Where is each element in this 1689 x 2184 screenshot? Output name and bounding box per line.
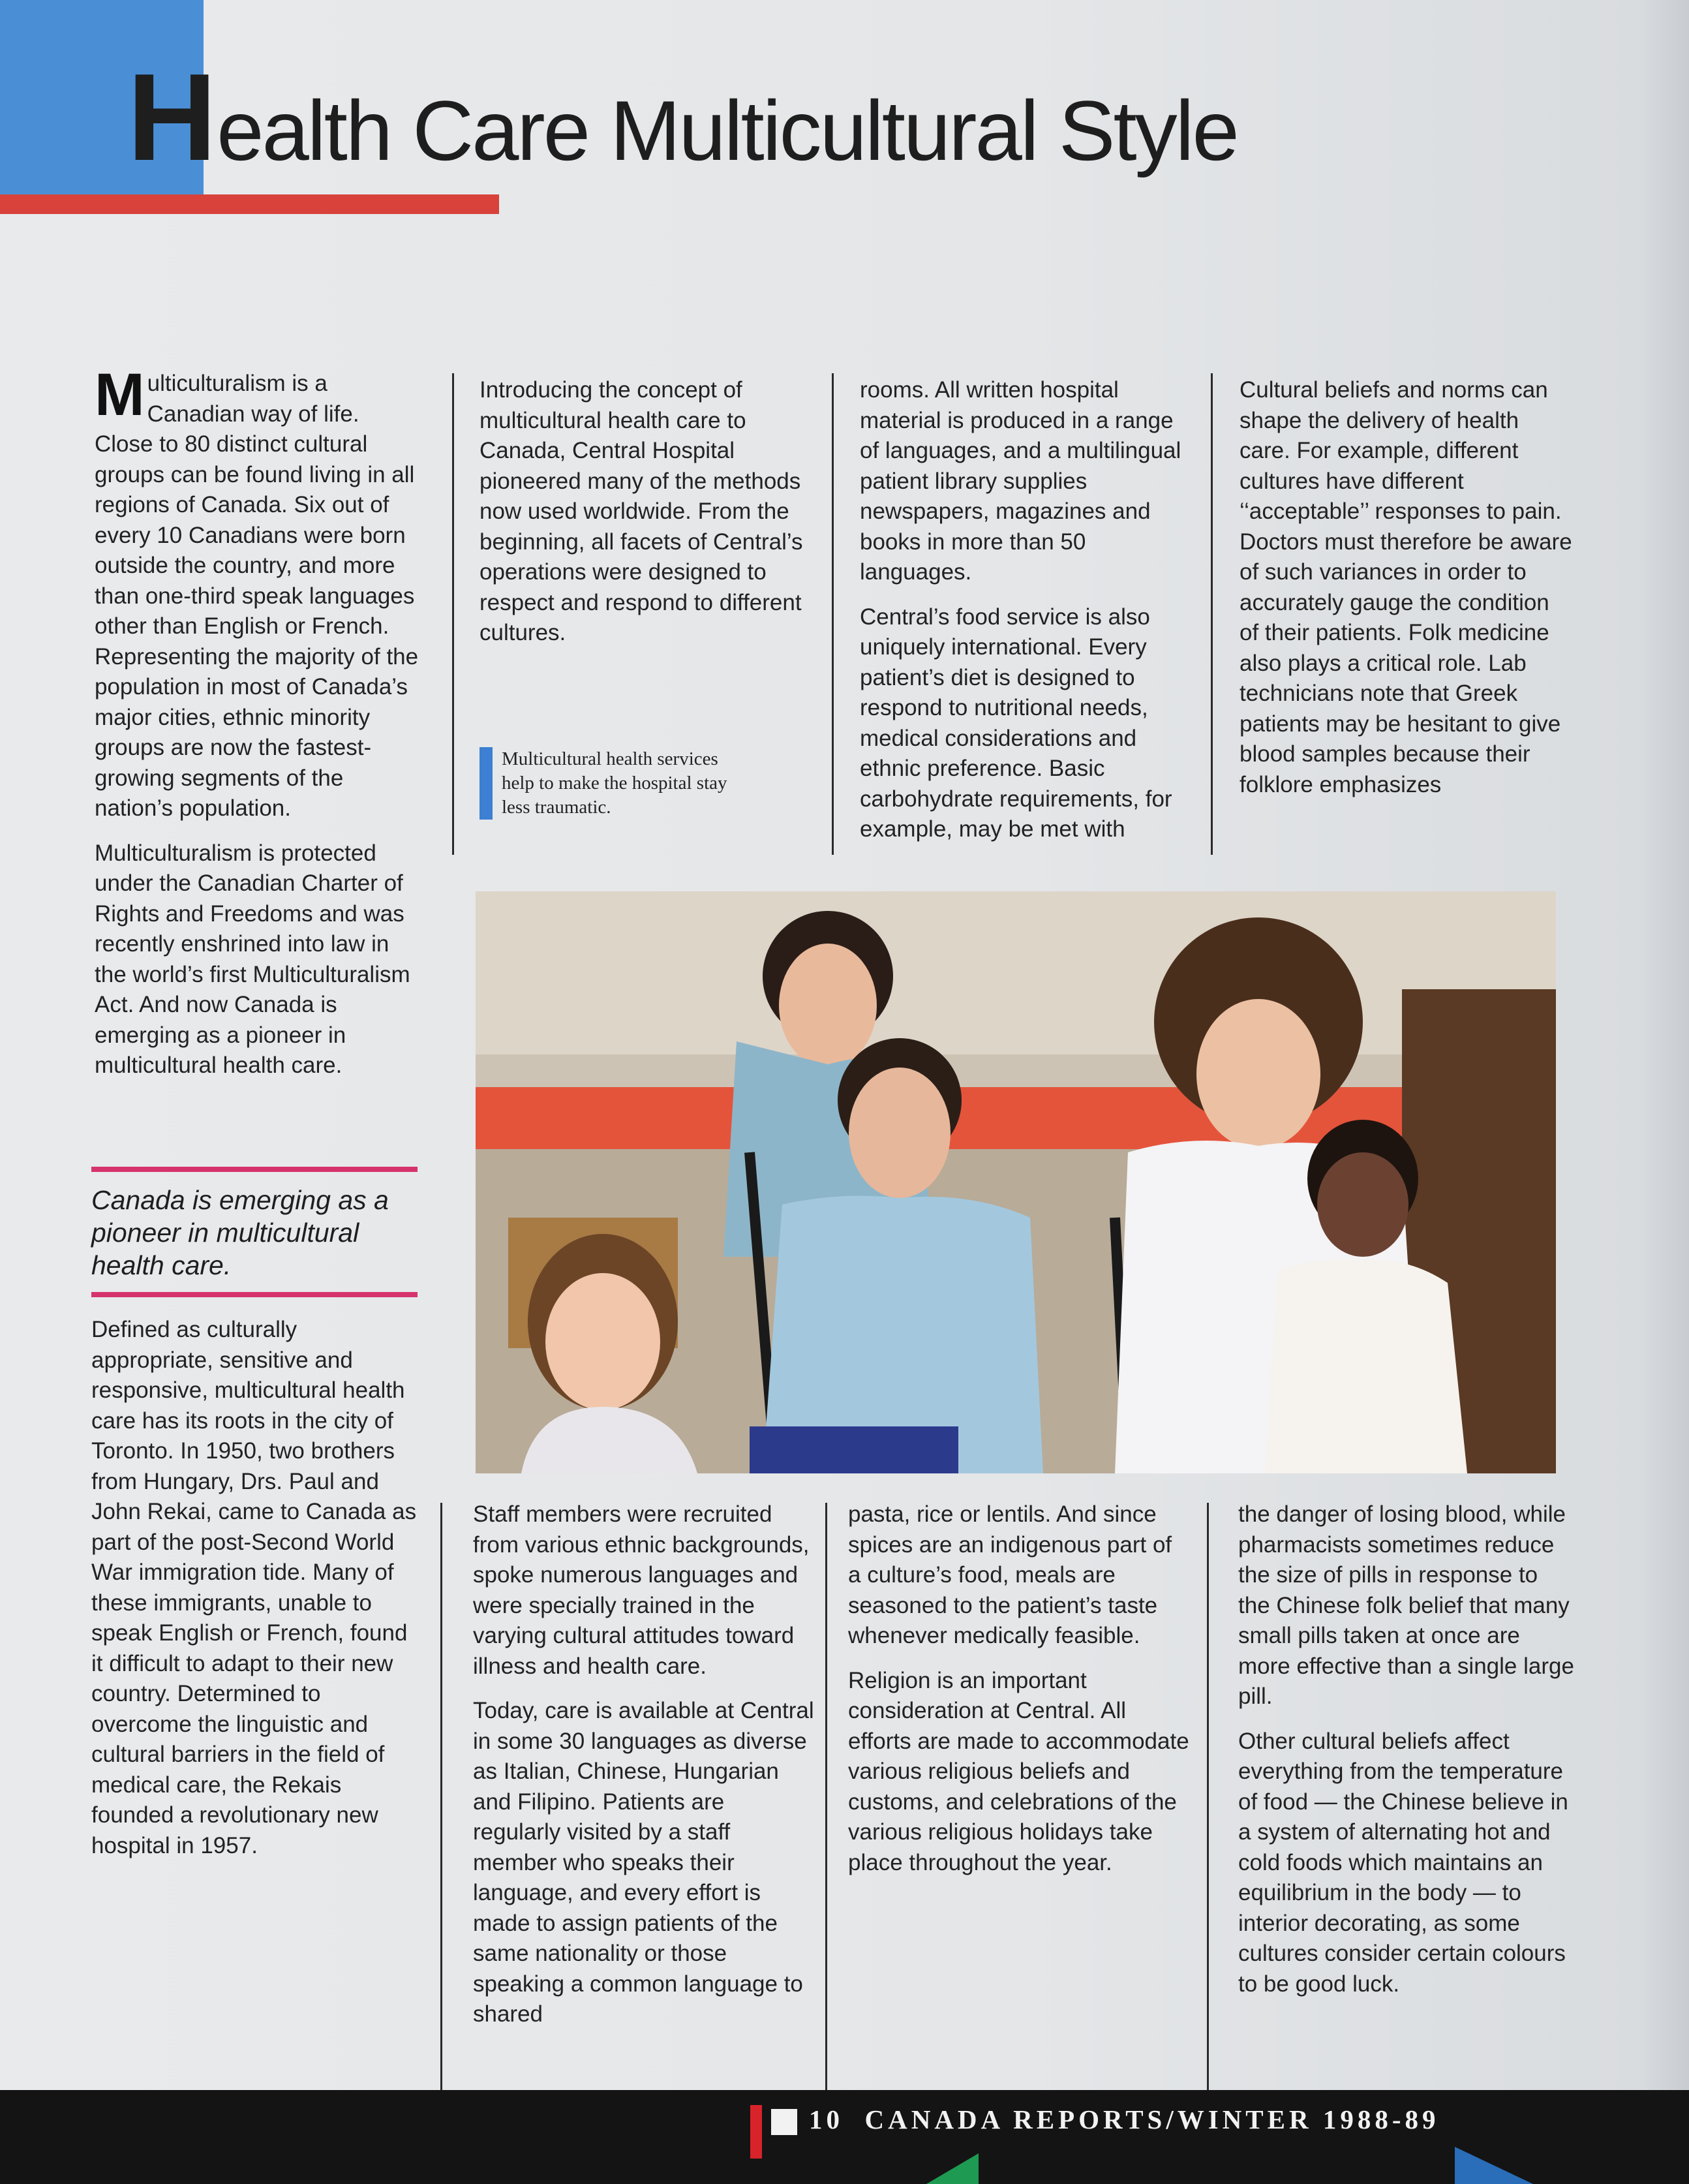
pull-quote: Canada is emerging as a pioneer in multicultural health care. xyxy=(91,1167,418,1297)
paragraph: pasta, rice or lentils. And since spices are an indigenous part of a culture’s food, meals are seasoned to the patient’s taste whenever medically feasible. xyxy=(848,1501,1172,1648)
page-title xyxy=(127,48,1238,187)
footer-folio xyxy=(809,2100,1440,2139)
page-number: 10 xyxy=(809,2104,844,2134)
column-1-bottom xyxy=(91,1315,424,1875)
column-divider xyxy=(832,373,834,855)
column-divider xyxy=(825,1503,827,2090)
column-3-bottom xyxy=(848,1500,1191,1892)
column-2-top xyxy=(479,375,819,663)
paragraph: Cultural beliefs and norms can shape the delivery of health care. For example, different cultures have different ‘‘acceptable’’ responses to pain. Doctors must therefore be aware of such variances in order to accurately gauge the condition of their patients. Folk medicine also plays a critical role. Lab technicians note that Greek patients may be hesitant to give blood samples because their folklore emphasizes xyxy=(1240,377,1572,797)
column-1-top xyxy=(95,361,421,1096)
paragraph-text: ulticulturalism is a Canadian way of life. Close to 80 distinct cultural groups can be found living in all regions of Canada. Six out of every 10 Canadians were born outside the country, and more than one-third speak languages other than English or French. Representing the majority of the population in most of Canada’s major cities, ethnic minority groups are now the fastest-growing segments of the nation’s population. xyxy=(95,371,419,821)
column-4-bottom xyxy=(1238,1500,1574,2014)
column-2-bottom xyxy=(473,1500,815,2044)
paragraph: Other cultural beliefs affect everything from the temperature of food — the Chinese believe in a system of alternating hot and cold foods which maintains an equilibrium in the body — to interior decorating, as some cultures consider certain colours to be good luck. xyxy=(1238,1728,1568,1997)
footer-square-icon xyxy=(771,2109,797,2135)
paragraph: Defined as culturally appropriate, sensitive and responsive, multicultural health care has its roots in the city of Toronto. In 1950, two brothers from Hungary, Drs. Paul and John Rekai, came to Canada as part of the post-Second World War immigration tide. Many of these immigrants, unable to speak English or French, found it difficult to adapt to their new country. Determined to overcome the linguistic and cultural barriers in the field of medical care, the Rekais founded a revolutionary new hospital in 1957. xyxy=(91,1317,417,1858)
footer-green-shape xyxy=(926,2153,979,2184)
paragraph: Introducing the concept of multicultural health care to Canada, Central Hospital pioneered many of the methods now used worldwide. From the beginning, all facets of Central’s operations were designed to respect and respond to different cultures. xyxy=(479,377,803,645)
column-3-top xyxy=(860,375,1186,859)
photo-of-children-and-nurse xyxy=(476,891,1556,1473)
paragraph: the danger of losing blood, while pharmacists sometimes reduce the size of pills in response to the Chinese folk belief that many small pills taken at once are more effective than a single large pill. xyxy=(1238,1501,1574,1709)
article-photo xyxy=(476,891,1556,1473)
column-divider xyxy=(452,373,454,855)
paragraph: Multiculturalism is protected under the Canadian Charter of Rights and Freedoms and was recently enshrined into law in the world’s first Multiculturalism Act. And now Canada is emerging as a pioneer in multicultural health care. xyxy=(95,840,410,1078)
column-divider xyxy=(440,1503,442,2090)
paragraph: Staff members were recruited from various ethnic backgrounds, spoke numerous languages and were specially trained in the varying cultural attitudes toward illness and health care. xyxy=(473,1501,810,1679)
footer-red-bar xyxy=(750,2105,762,2159)
paragraph: rooms. All written hospital material is produced in a range of languages, and a multilingual patient library supplies newspapers, magazines and books in more than 50 languages. xyxy=(860,377,1181,585)
paragraph xyxy=(95,361,421,824)
footer-blue-shape xyxy=(1455,2147,1533,2184)
column-4-top xyxy=(1240,375,1572,814)
column-divider xyxy=(1211,373,1213,855)
paragraph: Central’s food service is also uniquely international. Every patient’s diet is designed to respond to nutritional needs, medical considerations and ethnic preference. Basic carbohydrate requirements, for example, may be met with xyxy=(860,604,1172,842)
red-header-rule xyxy=(0,194,499,214)
title-rest: ealth Care Multicultural Style xyxy=(217,83,1238,178)
title-initial: H xyxy=(127,48,217,187)
paragraph: Today, care is available at Central in some 30 languages as diverse as Italian, Chinese, Hungarian and Filipino. Patients are regularly visited by a staff member who speaks their language, and every effort is made to assign patients of the same nationality or those speaking a common language to shared xyxy=(473,1698,814,2027)
column-divider xyxy=(1207,1503,1209,2090)
paragraph: Religion is an important consideration at Central. All efforts are made to accommodate various religious beliefs and customs, and celebrations of the various religious holidays take place throughout the year. xyxy=(848,1667,1189,1875)
callout-quote: Multicultural health services help to make the hospital stay less traumatic. xyxy=(479,747,737,820)
publication-line: CANADA REPORTS/WINTER 1988-89 xyxy=(864,2104,1440,2134)
drop-cap: M xyxy=(95,361,145,428)
